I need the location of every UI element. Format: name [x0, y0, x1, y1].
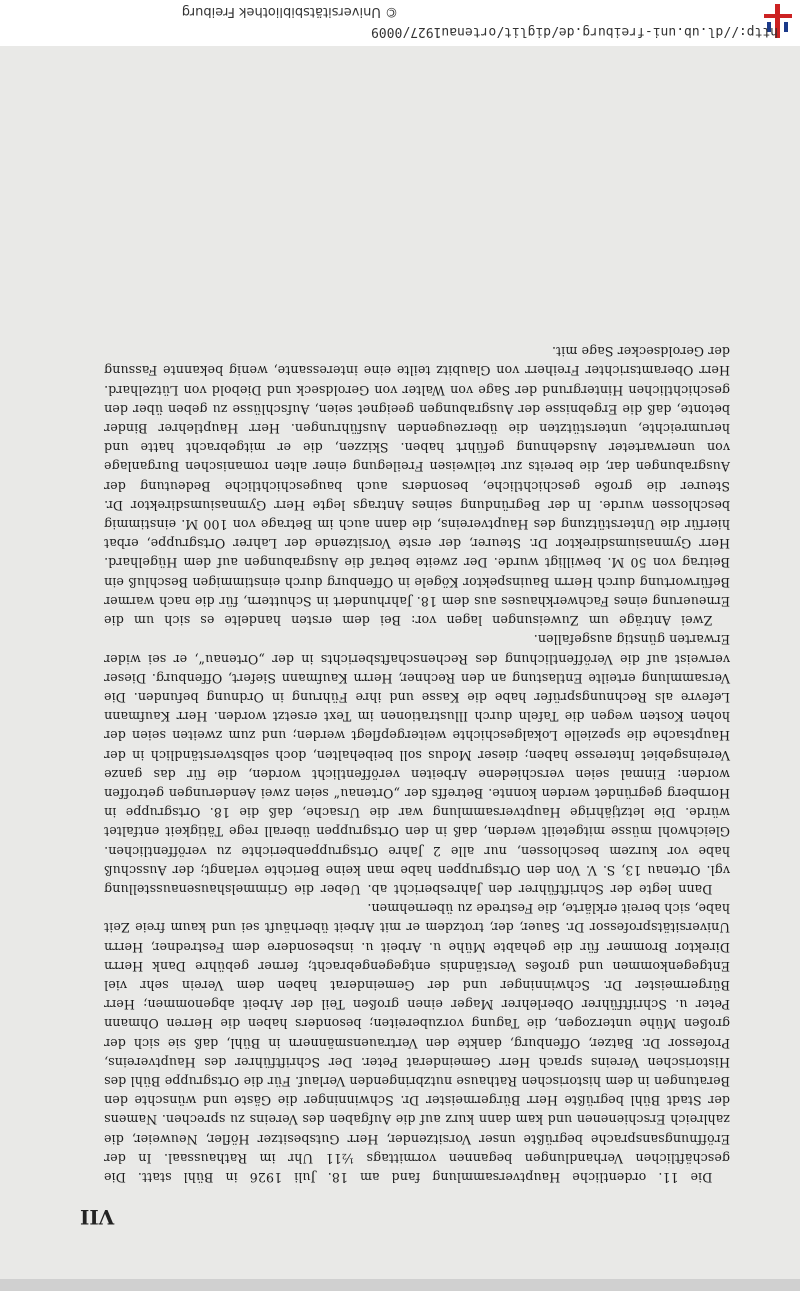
footer-copyright: © Universitätsbibliothek Freiburg	[181, 4, 398, 19]
paragraph-3: Zwei Anträge um Zuweisungen lagen vor: Bei dem ersten handelte es sich um die Erneuerung eines Fachwerkhauses aus dem 18. Jahrhundert in Schuttern, für die nach warmer Befürwortung durch Herrn Bauinspektor Kögele in Offenburg durch einstimmigen Beschluß ein Beitrag von 50 M. bewilligt wurde. Der zweite betraf die Ausgrabungen auf dem Hügelhard. Herr Gymnasiumsdirektor Dr. Steurer, der erste Vorsitzende der Lahrer Ortsgruppe, erbat hierfür die Unterstützung des Hauptvereins, die dann auch im Betrage von 100 M. einstimmig beschlossen wurde. In der Begründung seines Antrags legte Herr Gymnasiumsdirektor Dr. Steurer die große geschichtliche, besonders auch baugeschichtliche Bedeutung der Ausgrabungen dar, die bereits zur teilweisen Freilegung einer alten romanischen Burganlage von unerwarteter Ausdehnung geführt haben. Skizzen, die er mitgebracht hatte und herumreichte, unterstützten die überzeugenden Ausführungen. Herr Hauptlehrer Binder betonte, daß die Ergebnisse der Ausgrabungen geeignet seien, Aufschlüsse zu geben über den geschichtlichen Hintergrund der Sage von Walter von Geroldseck und Diebold von Lützelhard. Herr Oberamtsrichter Freiherr von Glaubitz teilte eine interessante, wenig bekannte Fassung der Geroldsecker Sage mit.	[104, 344, 730, 629]
footer-url-link[interactable]: http://dl.ub.uni-freiburg.de/diglit/ortenau1927/0009	[371, 24, 778, 39]
paragraph-1: Die 11. ordentliche Hauptversammlung fand am 18. Juli 1926 in Bühl statt. Die geschäftlichen Verhandlungen begannen vormittags ½11 Uhr im Rathaussaal. In der Eröffnungsansprache begrüßte unser Vorsitzender, Herr Gutsbesitzer Höfler, Neuweier, die zahlreich Erschienenen und kam dann kurz auf die Aufgaben des Vereins zu sprechen. Namens der Stadt Bühl begrüßte Herr Bürgermeister Dr. Schwinninger die Gäste und wünschte den Beratungen in dem historischen Rathause nutzbringenden Verlauf. Für die Ortsgruppe Bühl des Historischen Vereins sprach Herr Gemeinderat Peter. Der Schriftführer des Hauptvereins, Professor Dr. Batzer, Offenburg, dankte den Vertrauensmännern in Bühl, daß sie sich der großen Mühe unterzogen, die Tagung vorzubereiten; besonders haben die Herren Ohmann Peter u. Schriftführer Oberlehrer Mager einen großen Teil der Arbeit abgenommen; Herr Bürgermeister Dr. Schwinninger und der Gemeinderat haben dem Verein sehr viel Entgegenkommen und großes Verständnis entgegengebracht; ferner gebühre Dank Herrn Direktor Brommer für die gehabte Mühe u. Arbeit u. insbesondere dem Festredner, Herrn Universitätsprofessor Dr. Sauer, der, trotzdem er mit Arbeit überhäuft sei und kaum freie Zeit habe, sich bereit erklärte, die Festrede zu übernehmen.	[104, 901, 730, 1185]
page-number: VII	[80, 1205, 115, 1229]
page-body	[104, 342, 730, 1187]
paragraph-2: Dann legte der Schriftführer den Jahresbericht ab. Ueber die Grimmelshausenausstellung vgl. Ortenau 13, S. V. Von den Ortsgruppen habe man keine Berichte verlangt; der Ausschuß habe vor kurzem beschlossen, nur alle 2 Jahre Ortsgruppenberichte zu veröffentlichen. Gleichwohl müsse mitgeteilt werden, daß in den Ortsgruppen überall rege Tätigkeit entfaltet würde. Die letztjährige Hauptversammlung war die Ursache, daß die 18. Ortsgruppe in Hornberg gegründet werden konnte. Betreffs der „Ortenau“ seien zwei Aenderungen getroffen worden: Einmal seien verschiedene Arbeiten veröffentlicht worden, die für das ganze Vereinsgebiet Interesse haben; dieser Modus soll beibehalten, doch selbstverständlich in der Hauptsache die spezielle Lokalgeschichte weitergepflegt werden; und zum zweiten seien der hohen Kosten wegen die Tafeln durch Illustrationen im Text ersetzt worden. Herr Kaufmann Lefevre als Rechnungsprüfer habe die Kasse und ihre Führung in Ordnung befunden. Die Versammlung erteilte Entlastung an den Rechner, Herrn Kaufmann Siefert, Offenburg. Dieser verweist auf die Veröffentlichung des Rechenschaftsberichts in der „Ortenau“, er sei wider Erwarten günstig ausgefallen.	[104, 632, 730, 897]
scan-edge	[0, 1279, 800, 1291]
